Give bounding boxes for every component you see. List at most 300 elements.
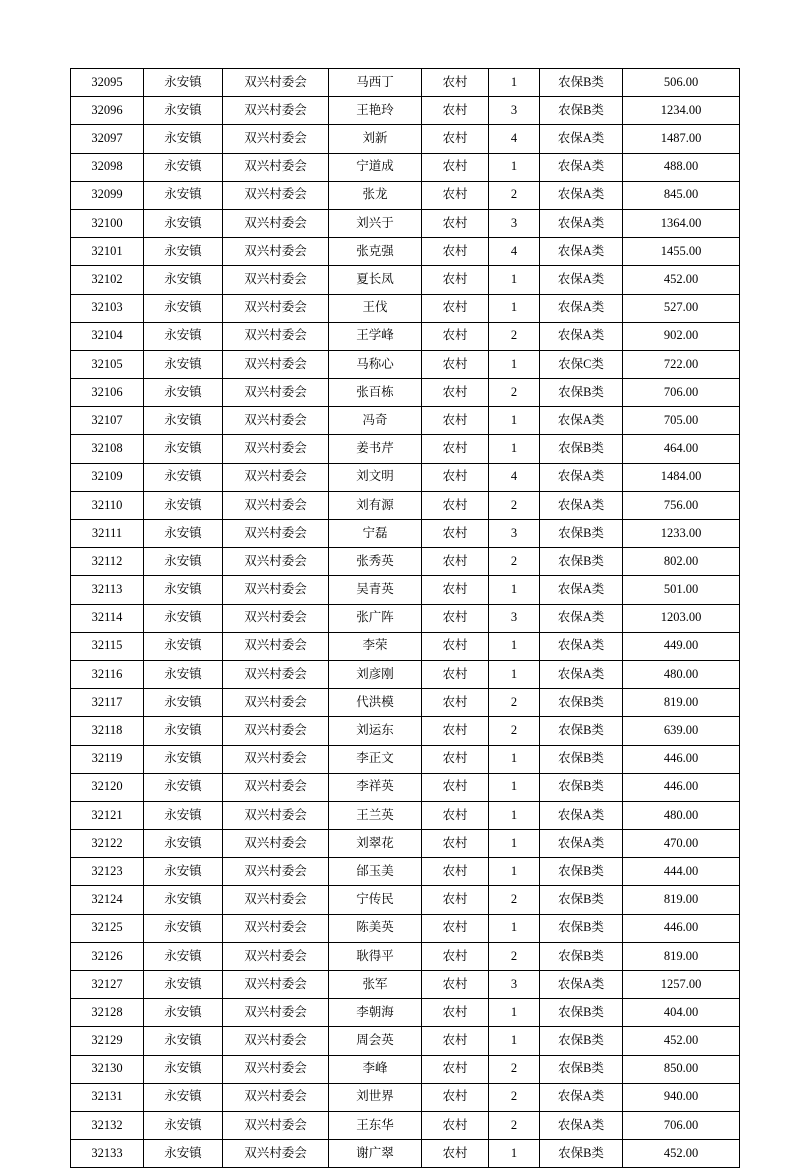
cell-amount: 446.00	[623, 745, 740, 773]
cell-name: 刘世界	[329, 1083, 422, 1111]
cell-town: 永安镇	[144, 350, 223, 378]
cell-amount: 819.00	[623, 942, 740, 970]
cell-id: 32115	[71, 632, 144, 660]
cell-town: 永安镇	[144, 999, 223, 1027]
cell-amount: 706.00	[623, 379, 740, 407]
cell-amount: 1455.00	[623, 238, 740, 266]
cell-category: 农保A类	[540, 266, 623, 294]
table-row	[71, 773, 740, 801]
cell-town: 永安镇	[144, 69, 223, 97]
cell-town: 永安镇	[144, 435, 223, 463]
cell-id: 32130	[71, 1055, 144, 1083]
cell-town: 永安镇	[144, 491, 223, 519]
table-row	[71, 463, 740, 491]
cell-count: 1	[489, 914, 540, 942]
cell-category: 农保A类	[540, 463, 623, 491]
cell-id: 32112	[71, 548, 144, 576]
cell-id: 32109	[71, 463, 144, 491]
table-row	[71, 520, 740, 548]
cell-id: 32099	[71, 181, 144, 209]
cell-amount: 444.00	[623, 858, 740, 886]
cell-name: 陈美英	[329, 914, 422, 942]
cell-count: 2	[489, 181, 540, 209]
cell-town: 永安镇	[144, 717, 223, 745]
cell-id: 32127	[71, 971, 144, 999]
cell-count: 3	[489, 520, 540, 548]
cell-amount: 527.00	[623, 294, 740, 322]
cell-name: 李祥英	[329, 773, 422, 801]
cell-name: 宁道成	[329, 153, 422, 181]
cell-town: 永安镇	[144, 745, 223, 773]
cell-name: 周会英	[329, 1027, 422, 1055]
cell-name: 马称心	[329, 350, 422, 378]
cell-household-type: 农村	[422, 604, 489, 632]
cell-category: 农保B类	[540, 999, 623, 1027]
cell-village: 双兴村委会	[223, 1111, 329, 1139]
cell-name: 刘翠花	[329, 830, 422, 858]
cell-count: 4	[489, 463, 540, 491]
cell-name: 王艳玲	[329, 97, 422, 125]
cell-town: 永安镇	[144, 942, 223, 970]
cell-name: 刘运东	[329, 717, 422, 745]
cell-village: 双兴村委会	[223, 689, 329, 717]
cell-amount: 639.00	[623, 717, 740, 745]
cell-count: 2	[489, 1083, 540, 1111]
cell-category: 农保A类	[540, 1083, 623, 1111]
cell-household-type: 农村	[422, 238, 489, 266]
cell-village: 双兴村委会	[223, 97, 329, 125]
cell-count: 1	[489, 745, 540, 773]
table-row	[71, 1140, 740, 1168]
cell-town: 永安镇	[144, 463, 223, 491]
cell-town: 永安镇	[144, 322, 223, 350]
cell-id: 32125	[71, 914, 144, 942]
cell-amount: 819.00	[623, 886, 740, 914]
cell-category: 农保A类	[540, 660, 623, 688]
cell-count: 1	[489, 660, 540, 688]
cell-category: 农保A类	[540, 294, 623, 322]
table-row	[71, 942, 740, 970]
cell-count: 3	[489, 97, 540, 125]
cell-id: 32100	[71, 209, 144, 237]
cell-id: 32105	[71, 350, 144, 378]
table-row	[71, 1055, 740, 1083]
cell-category: 农保B类	[540, 69, 623, 97]
cell-id: 32113	[71, 576, 144, 604]
cell-name: 代洪模	[329, 689, 422, 717]
cell-count: 2	[489, 942, 540, 970]
cell-town: 永安镇	[144, 801, 223, 829]
cell-category: 农保A类	[540, 576, 623, 604]
cell-category: 农保A类	[540, 491, 623, 519]
cell-name: 李正文	[329, 745, 422, 773]
cell-village: 双兴村委会	[223, 999, 329, 1027]
cell-town: 永安镇	[144, 1055, 223, 1083]
cell-count: 1	[489, 294, 540, 322]
cell-household-type: 农村	[422, 660, 489, 688]
table-row	[71, 999, 740, 1027]
cell-town: 永安镇	[144, 971, 223, 999]
cell-household-type: 农村	[422, 886, 489, 914]
cell-amount: 845.00	[623, 181, 740, 209]
cell-amount: 802.00	[623, 548, 740, 576]
cell-id: 32107	[71, 407, 144, 435]
table-row	[71, 294, 740, 322]
cell-category: 农保B类	[540, 886, 623, 914]
cell-household-type: 农村	[422, 266, 489, 294]
cell-town: 永安镇	[144, 604, 223, 632]
cell-name: 刘文明	[329, 463, 422, 491]
cell-name: 刘有源	[329, 491, 422, 519]
cell-name: 王学峰	[329, 322, 422, 350]
cell-amount: 1233.00	[623, 520, 740, 548]
cell-household-type: 农村	[422, 463, 489, 491]
cell-village: 双兴村委会	[223, 181, 329, 209]
cell-amount: 940.00	[623, 1083, 740, 1111]
cell-household-type: 农村	[422, 1111, 489, 1139]
cell-id: 32132	[71, 1111, 144, 1139]
cell-village: 双兴村委会	[223, 1083, 329, 1111]
cell-name: 姜书芹	[329, 435, 422, 463]
cell-amount: 1487.00	[623, 125, 740, 153]
cell-category: 农保A类	[540, 604, 623, 632]
cell-category: 农保C类	[540, 350, 623, 378]
cell-household-type: 农村	[422, 1027, 489, 1055]
cell-count: 1	[489, 1140, 540, 1168]
cell-category: 农保A类	[540, 209, 623, 237]
cell-id: 32121	[71, 801, 144, 829]
cell-id: 32124	[71, 886, 144, 914]
cell-village: 双兴村委会	[223, 830, 329, 858]
cell-household-type: 农村	[422, 773, 489, 801]
cell-household-type: 农村	[422, 153, 489, 181]
cell-category: 农保B类	[540, 773, 623, 801]
cell-name: 耿得平	[329, 942, 422, 970]
cell-count: 1	[489, 858, 540, 886]
cell-count: 1	[489, 407, 540, 435]
cell-category: 农保B类	[540, 1055, 623, 1083]
cell-id: 32104	[71, 322, 144, 350]
cell-town: 永安镇	[144, 548, 223, 576]
table-row	[71, 435, 740, 463]
cell-amount: 452.00	[623, 1027, 740, 1055]
table-row	[71, 914, 740, 942]
cell-town: 永安镇	[144, 689, 223, 717]
table-body	[71, 69, 740, 1168]
cell-id: 32133	[71, 1140, 144, 1168]
cell-category: 农保B类	[540, 942, 623, 970]
cell-village: 双兴村委会	[223, 209, 329, 237]
cell-count: 2	[489, 717, 540, 745]
cell-amount: 446.00	[623, 914, 740, 942]
cell-count: 2	[489, 322, 540, 350]
cell-household-type: 农村	[422, 379, 489, 407]
cell-household-type: 农村	[422, 576, 489, 604]
cell-village: 双兴村委会	[223, 125, 329, 153]
table-row	[71, 69, 740, 97]
cell-household-type: 农村	[422, 548, 489, 576]
table-row	[71, 548, 740, 576]
cell-amount: 819.00	[623, 689, 740, 717]
cell-amount: 488.00	[623, 153, 740, 181]
cell-amount: 480.00	[623, 660, 740, 688]
cell-name: 李峰	[329, 1055, 422, 1083]
cell-id: 32098	[71, 153, 144, 181]
cell-village: 双兴村委会	[223, 407, 329, 435]
table-row	[71, 238, 740, 266]
cell-category: 农保B类	[540, 1140, 623, 1168]
cell-name: 张秀英	[329, 548, 422, 576]
cell-count: 4	[489, 125, 540, 153]
cell-id: 32095	[71, 69, 144, 97]
cell-town: 永安镇	[144, 266, 223, 294]
cell-town: 永安镇	[144, 1083, 223, 1111]
cell-id: 32110	[71, 491, 144, 519]
cell-village: 双兴村委会	[223, 942, 329, 970]
cell-amount: 722.00	[623, 350, 740, 378]
cell-amount: 705.00	[623, 407, 740, 435]
cell-category: 农保A类	[540, 830, 623, 858]
cell-name: 张龙	[329, 181, 422, 209]
cell-category: 农保A类	[540, 238, 623, 266]
cell-village: 双兴村委会	[223, 801, 329, 829]
cell-count: 1	[489, 153, 540, 181]
table-row	[71, 801, 740, 829]
table-row	[71, 576, 740, 604]
cell-amount: 1257.00	[623, 971, 740, 999]
table-row	[71, 1027, 740, 1055]
cell-household-type: 农村	[422, 914, 489, 942]
cell-amount: 902.00	[623, 322, 740, 350]
cell-amount: 464.00	[623, 435, 740, 463]
cell-name: 王伐	[329, 294, 422, 322]
table-row	[71, 1083, 740, 1111]
cell-town: 永安镇	[144, 125, 223, 153]
cell-household-type: 农村	[422, 858, 489, 886]
cell-village: 双兴村委会	[223, 238, 329, 266]
cell-name: 邰玉美	[329, 858, 422, 886]
cell-name: 张克强	[329, 238, 422, 266]
cell-name: 谢广翠	[329, 1140, 422, 1168]
cell-name: 刘新	[329, 125, 422, 153]
cell-village: 双兴村委会	[223, 604, 329, 632]
table-row	[71, 97, 740, 125]
cell-household-type: 农村	[422, 69, 489, 97]
table-row	[71, 1111, 740, 1139]
cell-id: 32103	[71, 294, 144, 322]
cell-amount: 706.00	[623, 1111, 740, 1139]
cell-household-type: 农村	[422, 745, 489, 773]
cell-town: 永安镇	[144, 153, 223, 181]
cell-count: 2	[489, 548, 540, 576]
cell-village: 双兴村委会	[223, 660, 329, 688]
cell-town: 永安镇	[144, 1140, 223, 1168]
table-row	[71, 604, 740, 632]
cell-id: 32128	[71, 999, 144, 1027]
cell-category: 农保A类	[540, 1111, 623, 1139]
cell-village: 双兴村委会	[223, 379, 329, 407]
cell-town: 永安镇	[144, 1111, 223, 1139]
cell-name: 宁磊	[329, 520, 422, 548]
cell-count: 1	[489, 1027, 540, 1055]
cell-category: 农保A类	[540, 125, 623, 153]
cell-category: 农保A类	[540, 181, 623, 209]
cell-village: 双兴村委会	[223, 745, 329, 773]
subsidy-table	[70, 68, 740, 1168]
table-row	[71, 858, 740, 886]
cell-count: 1	[489, 266, 540, 294]
cell-amount: 1484.00	[623, 463, 740, 491]
cell-amount: 470.00	[623, 830, 740, 858]
cell-household-type: 农村	[422, 1083, 489, 1111]
cell-category: 农保B类	[540, 520, 623, 548]
cell-household-type: 农村	[422, 830, 489, 858]
cell-id: 32111	[71, 520, 144, 548]
cell-town: 永安镇	[144, 379, 223, 407]
cell-household-type: 农村	[422, 322, 489, 350]
cell-town: 永安镇	[144, 830, 223, 858]
cell-village: 双兴村委会	[223, 576, 329, 604]
cell-amount: 452.00	[623, 1140, 740, 1168]
table-row	[71, 181, 740, 209]
cell-town: 永安镇	[144, 886, 223, 914]
cell-id: 32119	[71, 745, 144, 773]
cell-name: 马西丁	[329, 69, 422, 97]
cell-household-type: 农村	[422, 407, 489, 435]
cell-village: 双兴村委会	[223, 971, 329, 999]
cell-count: 2	[489, 491, 540, 519]
cell-category: 农保B类	[540, 717, 623, 745]
cell-village: 双兴村委会	[223, 914, 329, 942]
table-row	[71, 266, 740, 294]
cell-id: 32120	[71, 773, 144, 801]
cell-amount: 1234.00	[623, 97, 740, 125]
cell-count: 2	[489, 1055, 540, 1083]
cell-count: 1	[489, 632, 540, 660]
cell-village: 双兴村委会	[223, 548, 329, 576]
cell-town: 永安镇	[144, 238, 223, 266]
table-row	[71, 830, 740, 858]
table-row	[71, 209, 740, 237]
cell-village: 双兴村委会	[223, 294, 329, 322]
table-row	[71, 407, 740, 435]
cell-name: 宁传民	[329, 886, 422, 914]
cell-count: 2	[489, 1111, 540, 1139]
cell-id: 32122	[71, 830, 144, 858]
cell-amount: 850.00	[623, 1055, 740, 1083]
cell-amount: 501.00	[623, 576, 740, 604]
cell-household-type: 农村	[422, 350, 489, 378]
cell-id: 32129	[71, 1027, 144, 1055]
cell-village: 双兴村委会	[223, 886, 329, 914]
cell-count: 2	[489, 379, 540, 407]
cell-id: 32116	[71, 660, 144, 688]
cell-amount: 452.00	[623, 266, 740, 294]
cell-category: 农保A类	[540, 632, 623, 660]
cell-id: 32096	[71, 97, 144, 125]
cell-category: 农保A类	[540, 407, 623, 435]
table-row	[71, 153, 740, 181]
cell-village: 双兴村委会	[223, 435, 329, 463]
cell-name: 吴青英	[329, 576, 422, 604]
cell-household-type: 农村	[422, 294, 489, 322]
cell-household-type: 农村	[422, 717, 489, 745]
cell-town: 永安镇	[144, 97, 223, 125]
table-row	[71, 971, 740, 999]
cell-amount: 506.00	[623, 69, 740, 97]
cell-count: 3	[489, 604, 540, 632]
cell-name: 张军	[329, 971, 422, 999]
cell-id: 32097	[71, 125, 144, 153]
cell-village: 双兴村委会	[223, 322, 329, 350]
cell-village: 双兴村委会	[223, 1140, 329, 1168]
cell-id: 32101	[71, 238, 144, 266]
cell-count: 2	[489, 689, 540, 717]
cell-count: 1	[489, 773, 540, 801]
cell-count: 3	[489, 209, 540, 237]
cell-name: 王兰英	[329, 801, 422, 829]
cell-category: 农保B类	[540, 548, 623, 576]
cell-village: 双兴村委会	[223, 773, 329, 801]
cell-household-type: 农村	[422, 1140, 489, 1168]
cell-household-type: 农村	[422, 97, 489, 125]
cell-amount: 404.00	[623, 999, 740, 1027]
cell-count: 1	[489, 69, 540, 97]
cell-id: 32102	[71, 266, 144, 294]
cell-village: 双兴村委会	[223, 858, 329, 886]
cell-count: 1	[489, 999, 540, 1027]
cell-category: 农保A类	[540, 801, 623, 829]
cell-village: 双兴村委会	[223, 1055, 329, 1083]
cell-category: 农保B类	[540, 435, 623, 463]
cell-category: 农保B类	[540, 914, 623, 942]
cell-household-type: 农村	[422, 632, 489, 660]
cell-household-type: 农村	[422, 942, 489, 970]
cell-town: 永安镇	[144, 576, 223, 604]
cell-count: 2	[489, 886, 540, 914]
cell-household-type: 农村	[422, 1055, 489, 1083]
table-row	[71, 886, 740, 914]
cell-category: 农保B类	[540, 689, 623, 717]
cell-id: 32126	[71, 942, 144, 970]
cell-category: 农保B类	[540, 97, 623, 125]
table-row	[71, 322, 740, 350]
cell-town: 永安镇	[144, 407, 223, 435]
cell-village: 双兴村委会	[223, 520, 329, 548]
cell-household-type: 农村	[422, 999, 489, 1027]
cell-count: 1	[489, 830, 540, 858]
table-row	[71, 660, 740, 688]
cell-town: 永安镇	[144, 1027, 223, 1055]
cell-household-type: 农村	[422, 209, 489, 237]
cell-amount: 1364.00	[623, 209, 740, 237]
cell-village: 双兴村委会	[223, 1027, 329, 1055]
table-row	[71, 632, 740, 660]
cell-village: 双兴村委会	[223, 153, 329, 181]
cell-name: 冯奇	[329, 407, 422, 435]
cell-id: 32106	[71, 379, 144, 407]
cell-town: 永安镇	[144, 773, 223, 801]
cell-category: 农保B类	[540, 858, 623, 886]
cell-town: 永安镇	[144, 520, 223, 548]
cell-id: 32108	[71, 435, 144, 463]
cell-name: 张百栋	[329, 379, 422, 407]
cell-household-type: 农村	[422, 125, 489, 153]
cell-amount: 756.00	[623, 491, 740, 519]
cell-village: 双兴村委会	[223, 266, 329, 294]
cell-id: 32123	[71, 858, 144, 886]
cell-household-type: 农村	[422, 181, 489, 209]
